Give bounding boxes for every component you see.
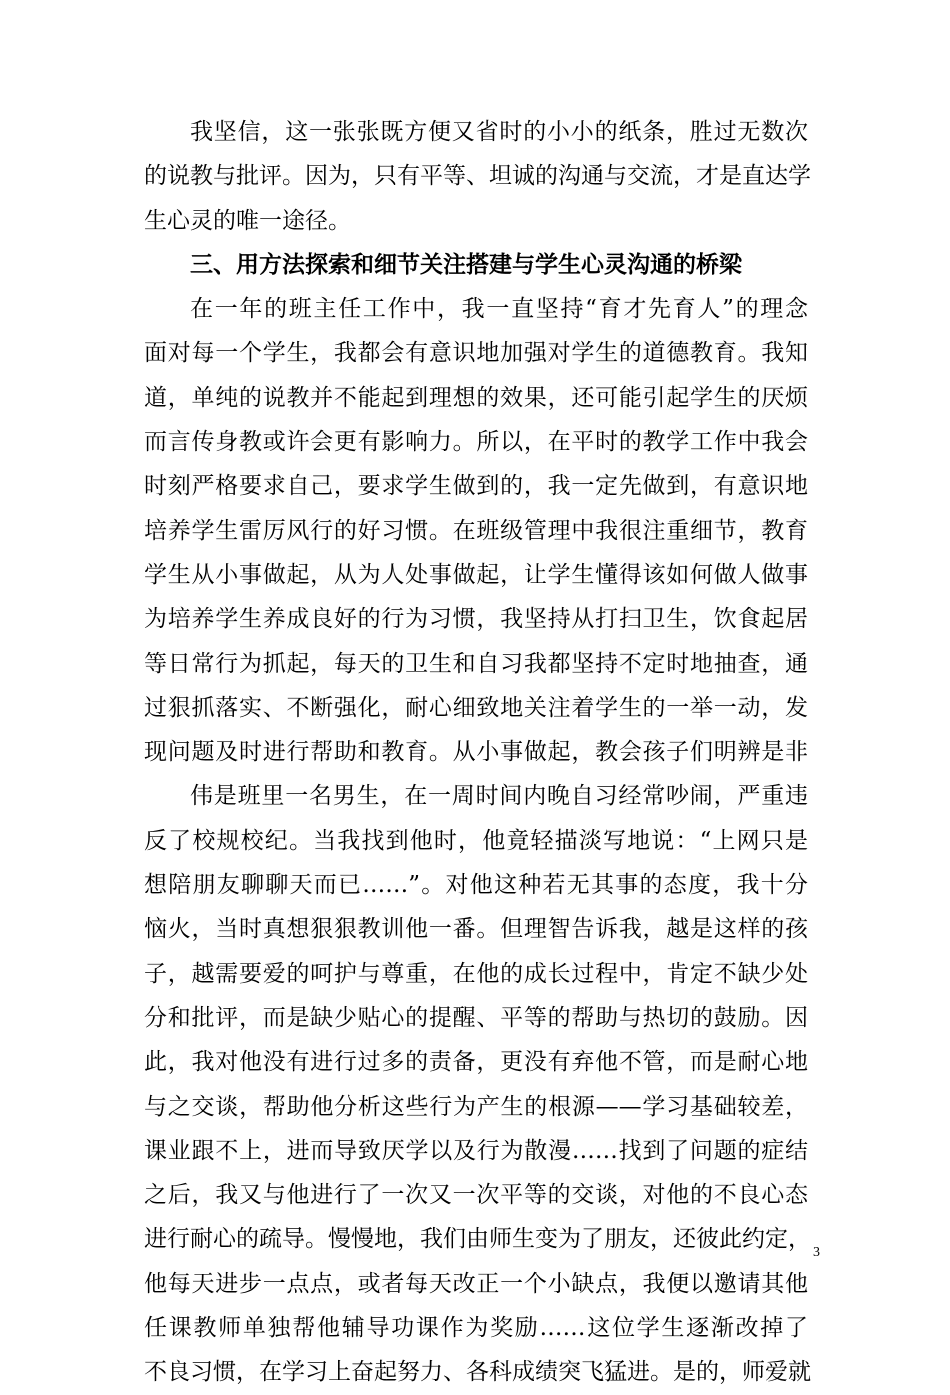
paragraph-line: 课业跟不上，进而导致厌学以及行为散漫……找到了问题的症结 (144, 1137, 808, 1164)
paragraph-line: 在一年的班主任工作中，我一直坚持“育才先育人”的理念 (190, 296, 808, 323)
paragraph-line: 现问题及时进行帮助和教育。从小事做起，教会孩子们明辨是非 (144, 739, 808, 766)
page-number: 3 (813, 1245, 820, 1260)
paragraph-line: 我坚信，这一张张既方便又省时的小小的纸条，胜过无数次 (190, 119, 808, 145)
paragraph-line: 子，越需要爱的呵护与尊重，在他的成长过程中，肯定不缺少处 (144, 960, 808, 987)
body-text (144, 110, 811, 1395)
paragraph-line: 反了校规校纪。当我找到他时，他竟轻描淡写地说：“上网只是 (144, 827, 808, 854)
paragraph-line: 伟是班里一名男生，在一周时间内晚自习经常吵闹，严重违 (190, 783, 808, 810)
paragraph-line: 培养学生雷厉风行的好习惯。在班级管理中我很注重细节，教育 (144, 517, 808, 544)
paragraph-line: 想陪朋友聊聊天而已……”。对他这种若无其事的态度，我十分 (144, 872, 808, 899)
paragraph-line: 恼火，当时真想狠狠教训他一番。但理智告诉我，越是这样的孩 (144, 916, 808, 943)
paragraph-line: 不良习惯，在学习上奋起努力、各科成绩突飞猛进。是的，师爱就 (144, 1359, 811, 1386)
paragraph-line: 生心灵的唯一途径。 (144, 207, 351, 234)
paragraph-line: 时刻严格要求自己，要求学生做到的，我一定先做到，有意识地 (144, 473, 808, 500)
paragraph-line: 的说教与批评。因为，只有平等、坦诚的沟通与交流，才是直达学 (144, 163, 811, 190)
paragraph-line: 此，我对他没有进行过多的责备，更没有弃他不管，而是耐心地 (144, 1049, 808, 1076)
paragraph-line: 道，单纯的说教并不能起到理想的效果，还可能引起学生的厌烦 (144, 384, 808, 411)
paragraph-line: 过狠抓落实、不断强化，耐心细致地关注着学生的一举一动，发 (144, 694, 808, 721)
section-heading: 三、用方法探索和细节关注搭建与学生心灵沟通的桥梁 (190, 250, 742, 278)
paragraph-line: 面对每一个学生，我都会有意识地加强对学生的道德教育。我知 (144, 340, 808, 367)
paragraph-line: 之后，我又与他进行了一次又一次平等的交谈，对他的不良心态 (144, 1182, 808, 1209)
paragraph-line: 而言传身教或许会更有影响力。所以，在平时的教学工作中我会 (144, 429, 808, 456)
paragraph-line: 分和批评，而是缺少贴心的提醒、平等的帮助与热切的鼓励。因 (144, 1004, 808, 1031)
paragraph-line: 进行耐心的疏导。慢慢地，我们由师生变为了朋友，还彼此约定， (144, 1226, 811, 1253)
paragraph-line: 为培养学生养成良好的行为习惯，我坚持从打扫卫生，饮食起居 (144, 606, 808, 633)
paragraph-line: 任课教师单独帮他辅导功课作为奖励……这位学生逐渐改掉了 (144, 1315, 808, 1342)
paragraph-line: 学生从小事做起，从为人处事做起，让学生懂得该如何做人做事 (144, 561, 808, 588)
paragraph-line: 他每天进步一点点，或者每天改正一个小缺点，我便以邀请其他 (144, 1270, 808, 1297)
paragraph-line: 与之交谈，帮助他分析这些行为产生的根源——学习基础较差， (144, 1093, 808, 1120)
paragraph-line: 等日常行为抓起，每天的卫生和自习我都坚持不定时地抽查，通 (144, 650, 808, 677)
